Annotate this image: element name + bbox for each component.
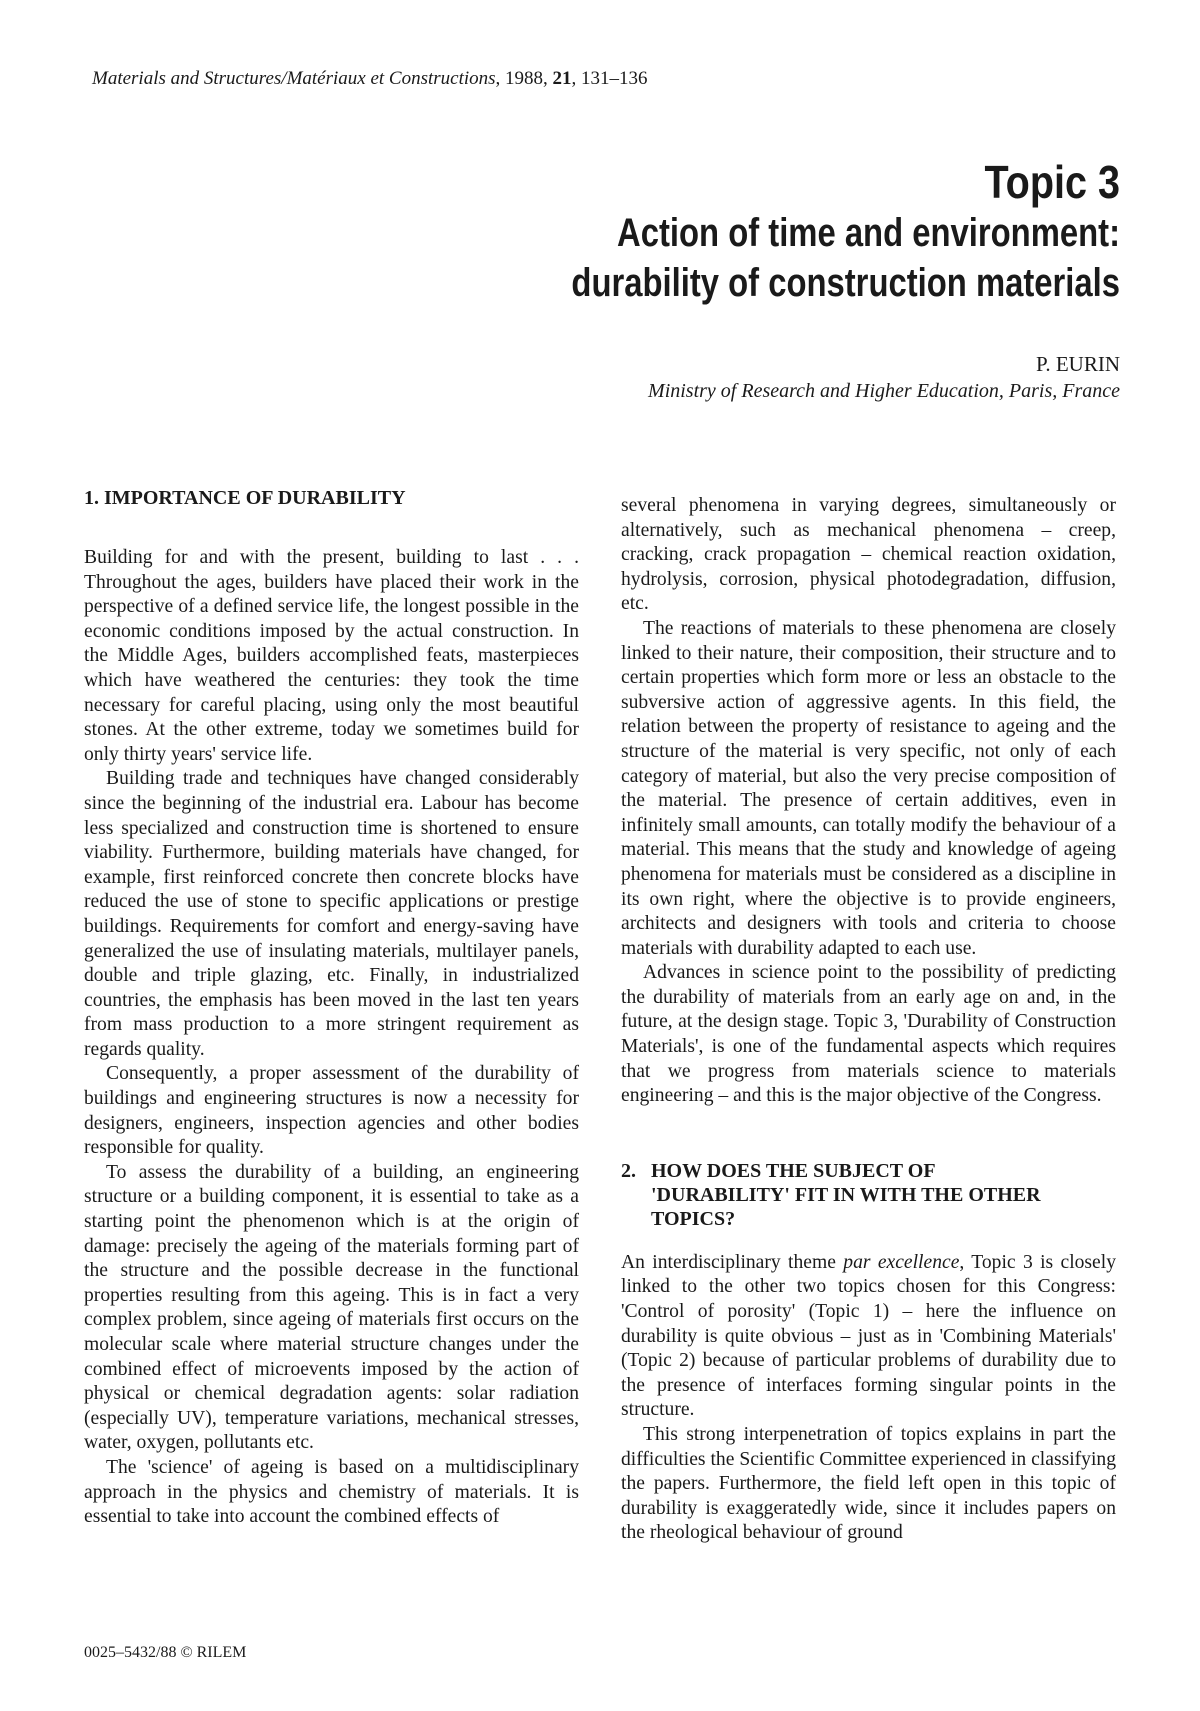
journal-pages: , 131–136 (571, 68, 648, 89)
author-affiliation: Ministry of Research and Higher Education, Paris, France (648, 380, 1120, 402)
paragraph: The reactions of materials to these phenomena are closely linked to their nature, their composition, their structure and to certain properties which form more or less an obstacle to the subversive action of aggressive agents. In this field, the relation between the property of resistance to ageing and the structure of the material is very specific, not only of each category of material, but also the very precise composition of the material. The presence of certain additives, even in infinitely small amounts, can totally modify the behaviour of a material. This means that the study and knowledge of ageing phenomena for materials must be considered as a discipline in its own right, where the objective is to provide engineers, architects and designers with tools and criteria to choose materials with durability adapted to each use. (621, 617, 1116, 959)
left-column (84, 486, 579, 1530)
paragraph: This strong interpenetration of topics explains in part the difficulties the Scientific Committee experienced in classifying the papers. Furthermore, the field left open in this topic of durability is exaggeratedly wide, since it includes papers on the rheological behaviour of ground (621, 1424, 1116, 1544)
footer-copyright: 0025–5432/88 © RILEM (84, 1644, 247, 1661)
text-run: An interdisciplinary theme (621, 1251, 844, 1273)
topic-label: Topic 3 (984, 156, 1120, 208)
right-column (621, 494, 1116, 1546)
journal-year: , 1988, (495, 68, 553, 89)
paragraph: To assess the durability of a building, an engineering structure or a building component, it is essential to take as a starting point the phenomenon which is at the origin of damage: precisely the ageing of the materials forming part of the structure and the possible decrease in the functional properties resulting from this ageing. This is in fact a very complex problem, since ageing of materials first occurs on the molecular scale where material structure changes under the combined effect of microevents imposed by the action of physical or chemical degradation agents: solar radiation (especially UV), temperature variations, mechanical stresses, water, oxygen, pollutants etc. (84, 1161, 579, 1454)
section-2-heading-line: 'DURABILITY' FIT IN WITH THE OTHER (651, 1183, 1041, 1206)
title-line-2: durability of construction materials (571, 261, 1120, 305)
section-1-heading: 1. IMPORTANCE OF DURABILITY (84, 487, 406, 509)
section-2-heading-line: HOW DOES THE SUBJECT OF (651, 1159, 936, 1182)
paragraph: Building for and with the present, building to last . . . Throughout the ages, builders have placed their work in the perspective of a defined service life, the longest possible in the economic conditions imposed by the actual construction. In the Middle Ages, builders accomplished feats, masterpieces which have weathered the centuries: they took the time necessary for careful placing, using only the most beautiful stones. At the other extreme, today we sometimes build for only thirty years' service life. (84, 547, 579, 765)
title-block (420, 156, 1120, 404)
section-2-number: 2. (621, 1159, 636, 1182)
journal-volume: 21 (552, 68, 572, 89)
section-2-heading-line: TOPICS? (651, 1207, 736, 1230)
paragraph: Consequently, a proper assessment of the durability of buildings and engineering structures is now a necessity for designers, engineers, inspection agencies and other bodies responsible for quality. (84, 1063, 579, 1159)
emphasis-text: par excellence (843, 1251, 960, 1273)
title-line-1: Action of time and environment: (617, 211, 1120, 255)
paragraph: Advances in science point to the possibility of predicting the durability of materials from an early age on and, in the future, at the design stage. Topic 3, 'Durability of Construction Materials', is one of the fundamental aspects which requires that we progress from materials science to materials engineering – and this is the major objective of the Congress. (621, 962, 1116, 1107)
journal-name: Materials and Structures/Matériaux et Constructions (92, 68, 496, 89)
paragraph: Building trade and techniques have changed considerably since the beginning of the industrial era. Labour has become less specialized and construction time is shortened to ensure viability. Furthermore, building materials have changed, for example, first reinforced concrete then concrete blocks have reduced the use of stone to specific applications or prestige buildings. Requirements for comfort and energy-saving have generalized the use of insulating materials, multilayer panels, double and triple glazing, etc. Finally, in industrialized countries, the emphasis has been moved in the last ten years from mass production to a more stringent requirement as regards quality. (84, 768, 579, 1060)
paragraph (621, 1251, 1116, 1423)
author-name: P. EURIN (1035, 352, 1120, 376)
paragraph: several phenomena in varying degrees, simultaneously or alternatively, such as mechanical phenomena – creep, cracking, crack propagation – chemical reaction oxidation, hydrolysis, corrosion, physical photodegradation, diffusion, etc. (621, 495, 1116, 615)
section-2-heading (621, 1159, 1116, 1231)
paragraph: The 'science' of ageing is based on a multidisciplinary approach in the physics and chemistry of materials. It is essential to take into account the combined effects of (84, 1456, 579, 1528)
running-header (92, 68, 648, 90)
text-run: , Topic 3 is closely linked to the other two topics chosen for this Congress: 'Control of porosity' (Topic 1) – here the influence on durability is quite obvious – just as in 'Combining Materials' (Topic 2) because of particular problems of durability due to the presence of interfaces forming singular points in the structure. (621, 1251, 1116, 1421)
